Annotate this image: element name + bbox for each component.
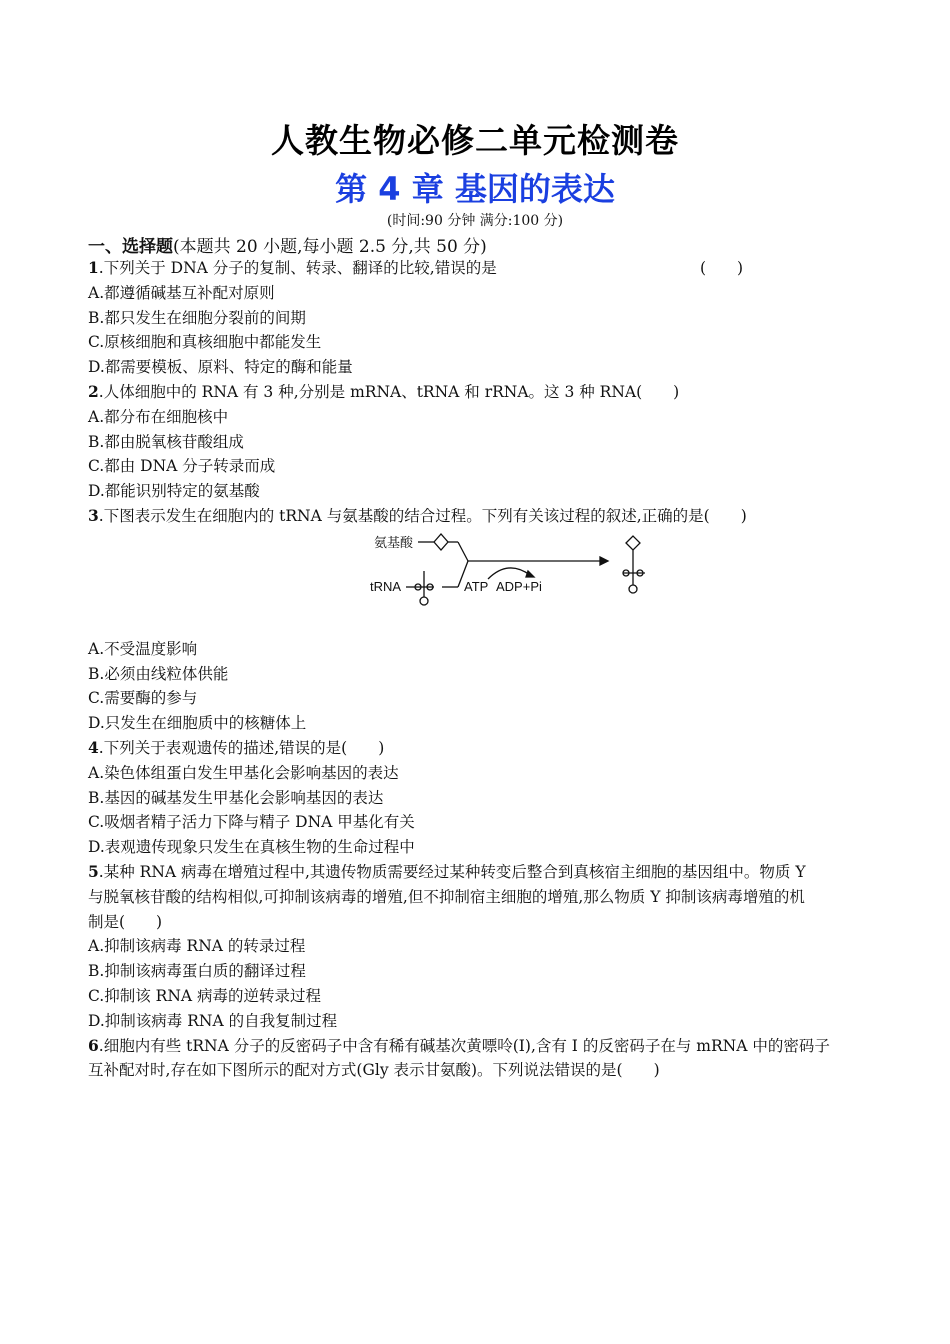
- exam-meta: (时间:90 分钟 满分:100 分): [386, 213, 564, 229]
- answer-bracket: ( ): [700, 259, 744, 277]
- option: C.需要酶的参与: [88, 689, 198, 708]
- option: A.抑制该病毒 RNA 的转录过程: [88, 937, 306, 956]
- question-number: 4: [88, 737, 99, 757]
- trna-diagram: [368, 533, 688, 633]
- question-number: 2: [88, 381, 99, 401]
- section-title: 一、选择题: [88, 237, 173, 257]
- trna-amino-acid-figure: [88, 529, 868, 637]
- product-amino-diamond: [626, 536, 640, 550]
- arrow-head: [600, 557, 608, 565]
- section-heading: [88, 232, 487, 257]
- question-number: 6: [88, 1035, 99, 1055]
- trna-label: tRNA: [370, 578, 402, 594]
- option: C.原核细胞和真核细胞中都能发生: [88, 333, 322, 352]
- atp-label: ATP: [464, 578, 489, 594]
- atp-curve-arrow: [488, 568, 530, 579]
- option: A.都遵循碱基互补配对原则: [88, 283, 275, 302]
- amino-acid-diamond: [434, 534, 448, 550]
- question-stem: [88, 256, 868, 281]
- option: A.都分布在细胞核中: [88, 407, 229, 426]
- option: D.抑制该病毒 RNA 的自我复制过程: [88, 1011, 338, 1030]
- question-number: 3: [88, 505, 99, 525]
- question-text-cont: 互补配对时,存在如下图所示的配对方式(Gly 表示甘氨酸)。下列说法错误的是( ): [88, 1061, 660, 1080]
- question-text: .下列关于 DNA 分子的复制、转录、翻译的比较,错误的是: [98, 259, 497, 277]
- question-stem: [88, 1034, 868, 1059]
- section-desc: (本题共 20 小题,每小题 2.5 分,共 50 分): [173, 237, 487, 257]
- option: B.抑制该病毒蛋白质的翻译过程: [88, 962, 306, 981]
- question-text: .某种 RNA 病毒在增殖过程中,其遗传物质需要经过某种转变后整合到真核宿主细胞的基因组中。物质 Y: [98, 862, 806, 881]
- option: C.抑制该 RNA 病毒的逆转录过程: [88, 986, 322, 1005]
- question-stem: [88, 736, 868, 761]
- option: A.染色体组蛋白发生甲基化会影响基因的表达: [88, 763, 399, 782]
- question-list: [88, 256, 868, 1083]
- question-text: .下列关于表观遗传的描述,错误的是( ): [98, 738, 385, 757]
- question-number: 5: [88, 861, 99, 881]
- question-text-cont: 与脱氧核苷酸的结构相似,可抑制该病毒的增殖,但不抑制宿主细胞的增殖,那么物质 Y 抑制该病毒增殖的机: [88, 887, 805, 906]
- question-number: 1: [88, 258, 99, 277]
- trna-cloverleaf-icon: [414, 571, 434, 605]
- question-stem: [88, 380, 868, 405]
- option: D.都能识别特定的氨基酸: [88, 482, 260, 501]
- option: C.都由 DNA 分子转录而成: [88, 457, 276, 476]
- option: D.都需要模板、原料、特定的酶和能量: [88, 358, 353, 377]
- option: B.都只发生在细胞分裂前的间期: [88, 308, 306, 327]
- question-text: .下图表示发生在细胞内的 tRNA 与氨基酸的结合过程。下列有关该过程的叙述,正确的是( ): [98, 506, 747, 525]
- question-text-cont: 制是( ): [88, 912, 163, 931]
- option: C.吸烟者精子活力下降与精子 DNA 甲基化有关: [88, 813, 415, 832]
- amino-acid-label: 氨基酸: [374, 534, 414, 550]
- option: D.只发生在细胞质中的核糖体上: [88, 714, 307, 733]
- question-text: .人体细胞中的 RNA 有 3 种,分别是 mRNA、tRNA 和 rRNA。这 3 种 RNA( ): [98, 382, 680, 401]
- option: D.表观遗传现象只发生在真核生物的生命过程中: [88, 838, 415, 857]
- question-stem: [88, 504, 868, 529]
- product-trna-icon: [623, 563, 645, 593]
- question-text: .细胞内有些 tRNA 分子的反密码子中含有稀有碱基次黄嘌呤(I),含有 I 的反密码子在与 mRNA 中的密码子: [98, 1036, 830, 1055]
- question-stem: [88, 860, 868, 885]
- adp-label: ADP+Pi: [496, 578, 542, 594]
- option: B.都由脱氧核苷酸组成: [88, 432, 244, 451]
- exam-title: 人教生物必修二单元检测卷: [271, 121, 679, 160]
- option: B.基因的碱基发生甲基化会影响基因的表达: [88, 788, 384, 807]
- chapter-title: 第 4 章 基因的表达: [335, 170, 615, 208]
- option: A.不受温度影响: [88, 639, 198, 658]
- option: B.必须由线粒体供能: [88, 664, 229, 683]
